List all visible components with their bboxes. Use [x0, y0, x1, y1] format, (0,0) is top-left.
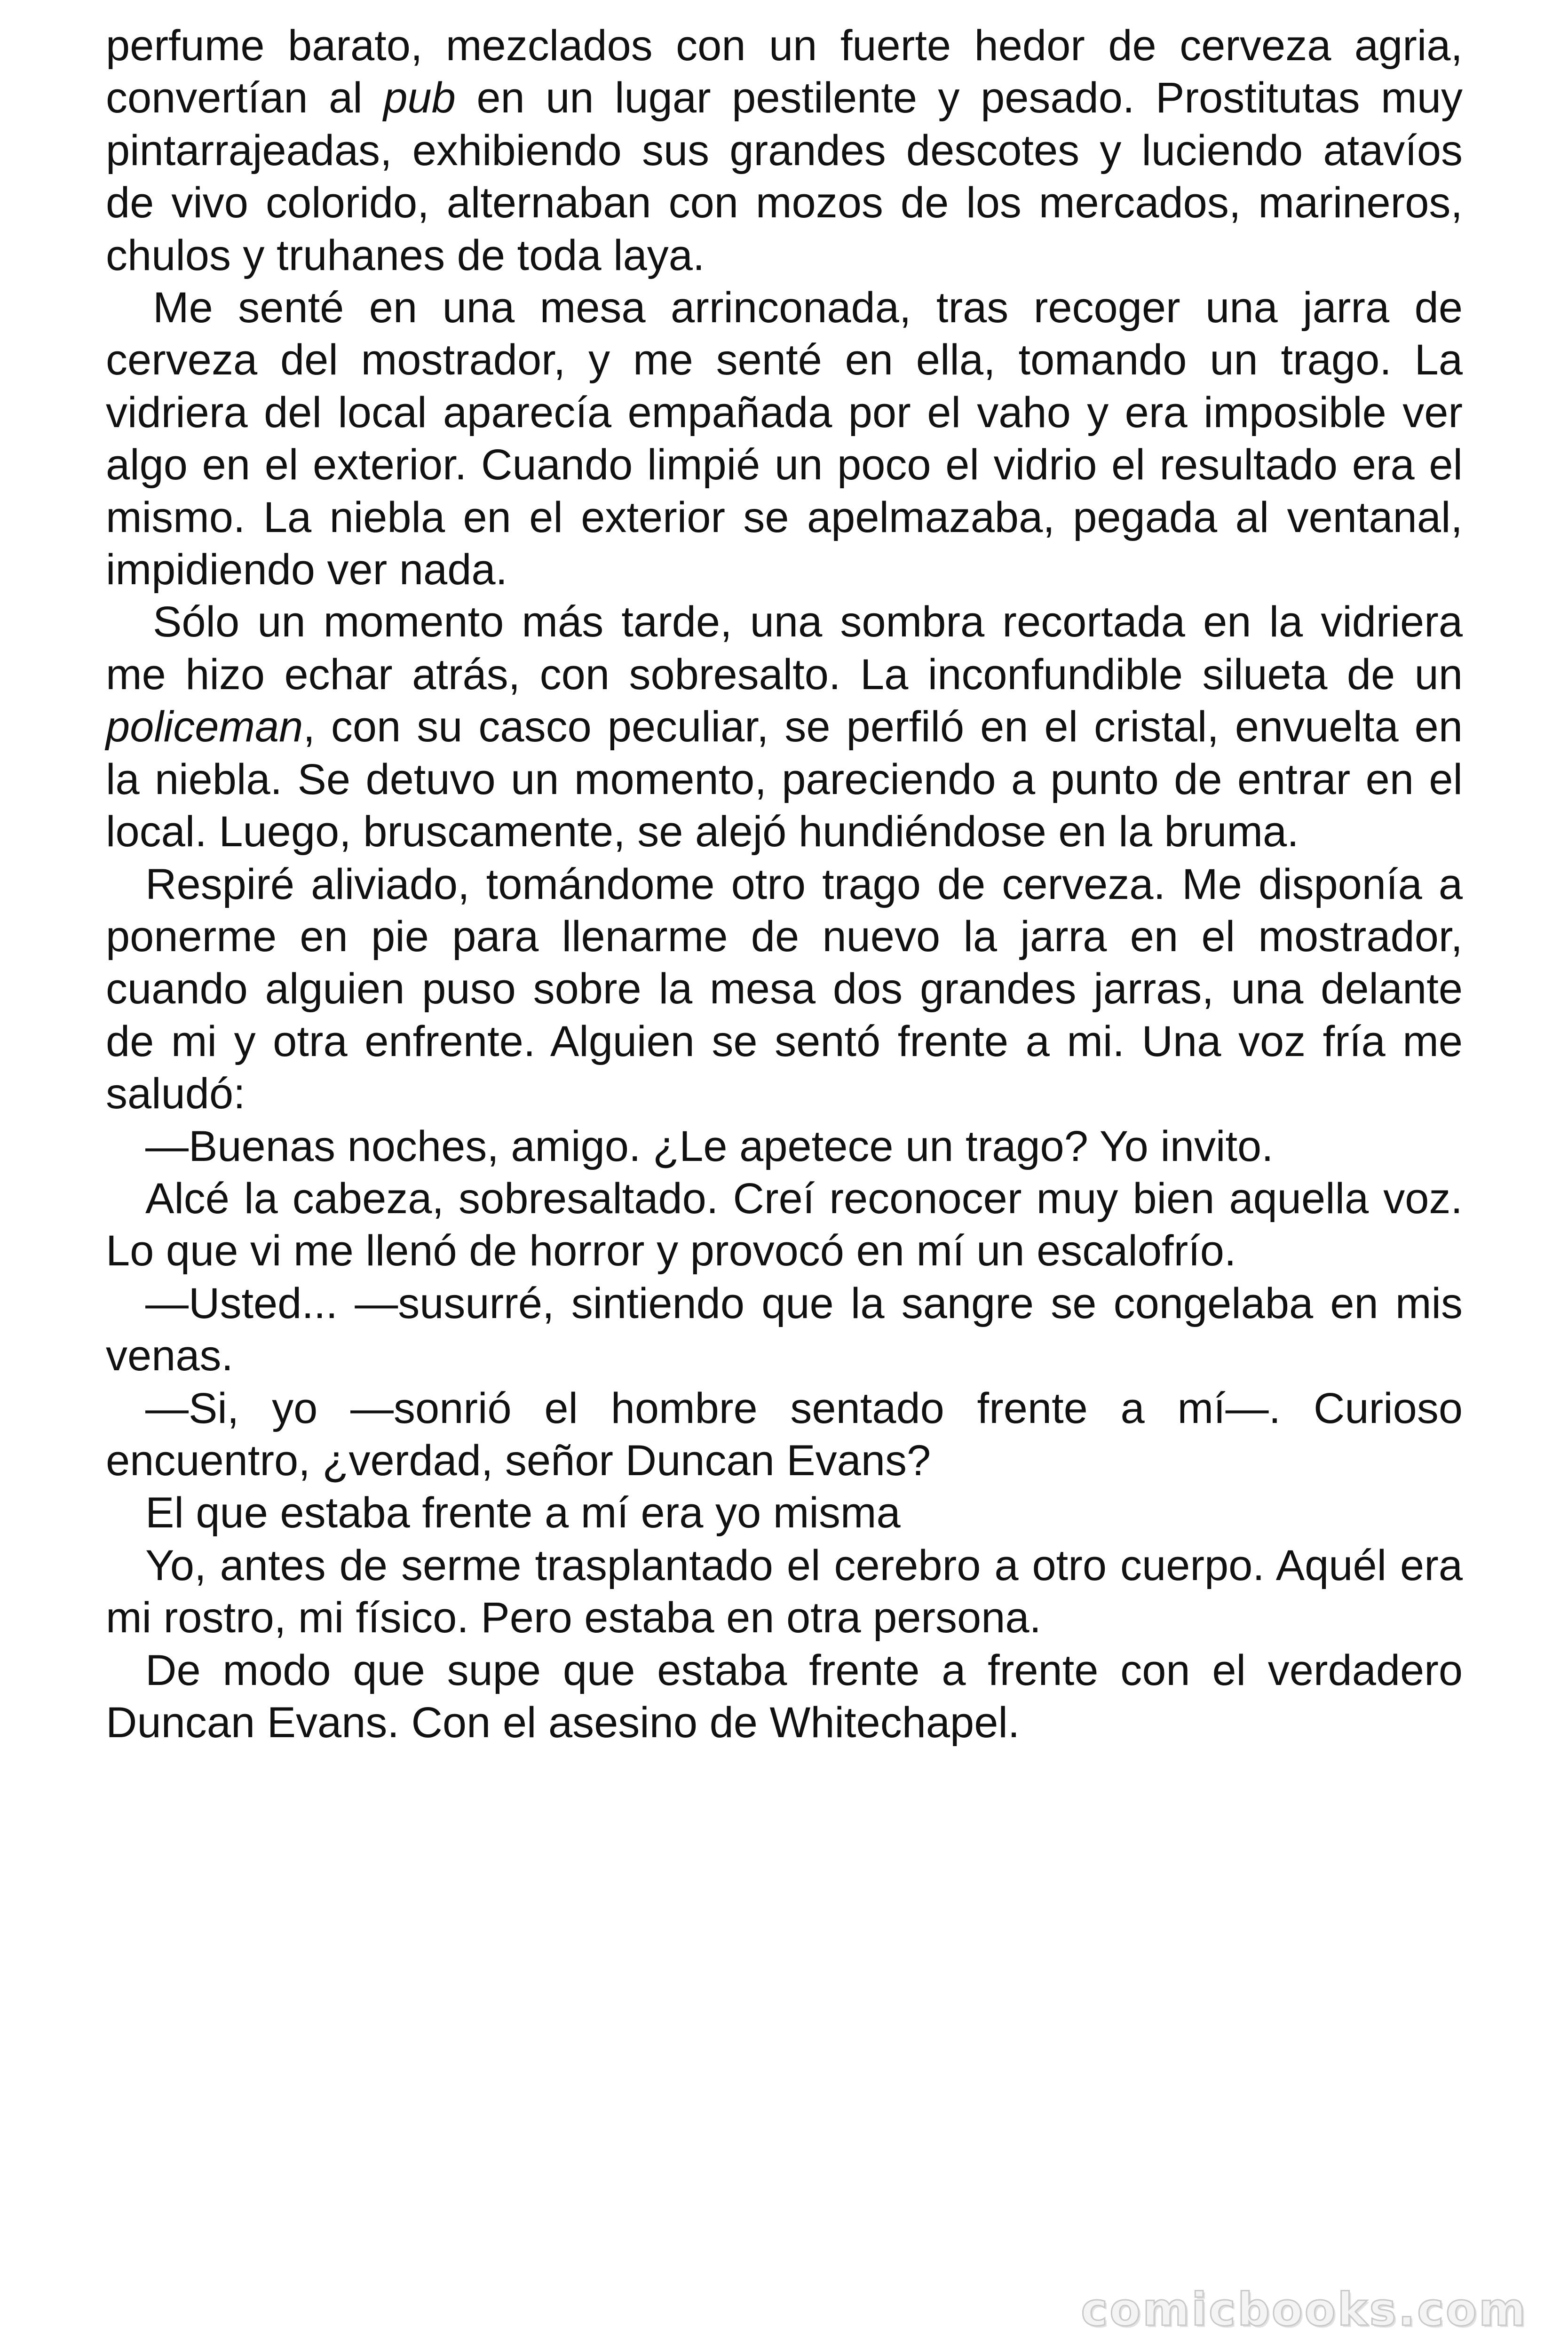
dialogue-greeting: —Buenas noches, amigo. ¿Le apetece un trago? Yo invito. [145, 1122, 1274, 1170]
paragraph-true-duncan: De modo que supe que estaba frente a frente con el verdadero Duncan Evans. Con el asesino de Whitechapel. [106, 1646, 1463, 1747]
paragraph-recognition: Alcé la cabeza, sobresaltado. Creí reconocer muy bien aquella voz. Lo que vi me llenó de horror y provocó en mí un escalofrío. [106, 1174, 1463, 1275]
italic-word-pub: pub [383, 74, 456, 122]
dialogue-usted: —Usted... —susurré, sintiendo que la sangre se congelaba en mis venas. [106, 1279, 1463, 1380]
paragraph-stranger-arrives: Respiré aliviado, tomándome otro trago de cerveza. Me disponía a ponerme en pie para llenarme de nuevo la jarra en el mostrador, cuando alguien puso sobre la mesa dos grandes jarras, una delante de mi y otra enfrente. Alguien se sentó frente a mi. Una voz fría me saludó: [106, 860, 1463, 1118]
paragraph-policeman: Sólo un momento más tarde, una sombra recortada en la vidriera me hizo echar atrás, con sobresalto. La inconfundible silueta de un policeman, con su casco peculiar, se perfiló en el cristal, envuelta en la niebla. Se detuvo un momento, pareciendo a punto de entrar en el local. Luego, bruscamente, se alejó hundiéndose en la bruma. [106, 598, 1463, 856]
paragraph-table: Me senté en una mesa arrinconada, tras recoger una jarra de cerveza del mostrador, y me senté en ella, tomando un trago. La vidriera del local aparecía empañada por el vaho y era imposible ver algo en el exterior. Cuando limpié un poco el vidrio el resultado era el mismo. La niebla en el exterior se apelmazaba, pegada al ventanal, impidiendo ver nada. [106, 284, 1463, 594]
italic-word-policeman: policeman [106, 703, 303, 751]
paragraph-pub-description: perfume barato, mezclados con un fuerte hedor de cerveza agria, convertían al pub en un lugar pestilente y pesado. Prostitutas muy pintarrajeadas, exhibiendo sus grandes descotes y luciendo atavíos de vivo colorido, alternaban con mozos de los mercados, marineros, chulos y truhanes de toda laya. [106, 22, 1463, 279]
watermark-logo: comicbooks.com [1081, 2283, 1528, 2336]
paragraph-transplant: Yo, antes de serme trasplantado el cerebro a otro cuerpo. Aquél era mi rostro, mi físico. Pero estaba en otra persona. [106, 1541, 1463, 1642]
paragraph-yo-misma: El que estaba frente a mí era yo misma [145, 1489, 901, 1537]
body-text [106, 20, 1463, 1749]
dialogue-si-yo: —Si, yo —sonrió el hombre sentado frente a mí—. Curioso encuentro, ¿verdad, señor Duncan Evans? [106, 1384, 1463, 1485]
